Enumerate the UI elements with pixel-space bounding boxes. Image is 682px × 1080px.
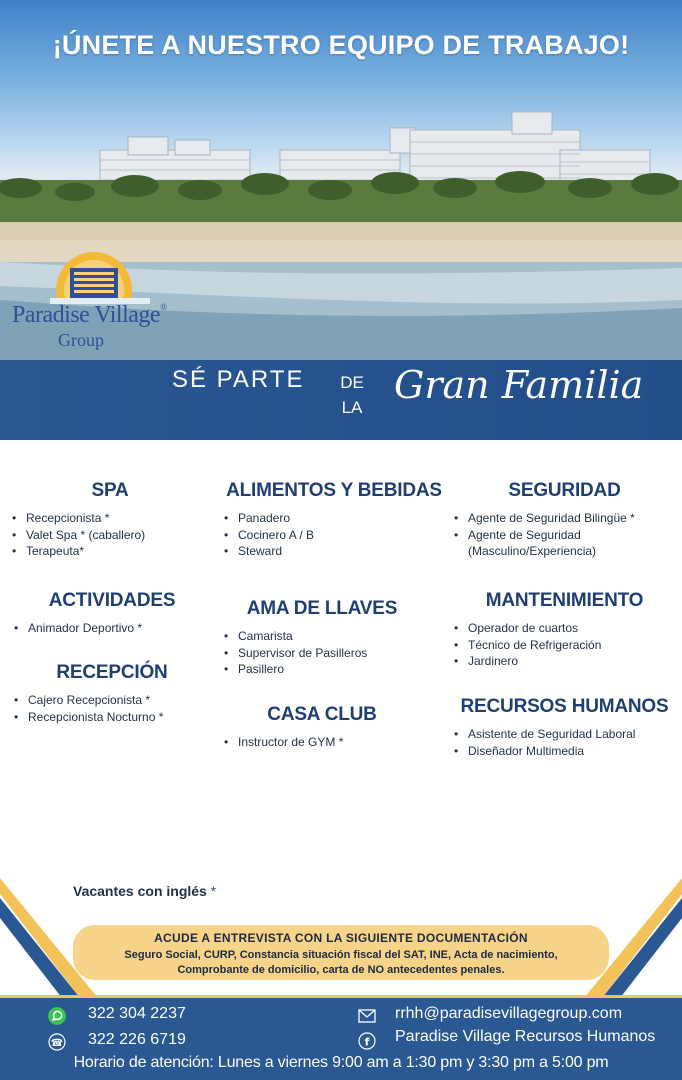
dept-alimentos xyxy=(222,480,446,560)
email-address[interactable]: rrhh@paradisevillagegroup.com xyxy=(395,1005,623,1022)
dept-mantenimiento xyxy=(452,590,677,670)
dept-seguridad xyxy=(452,480,677,560)
facebook-page[interactable]: Paradise Village Recursos Humanos xyxy=(395,1028,656,1045)
dept-title: SEGURIDAD xyxy=(508,480,621,501)
phone-number-1[interactable]: 322 304 2237 xyxy=(88,1005,186,1022)
dept-title: AMA DE LLAVES xyxy=(246,598,398,619)
dept-recursos-humanos xyxy=(452,696,677,759)
job-item: • Cajero Recepcionista * xyxy=(12,692,212,709)
phone-number-2[interactable]: 322 226 6719 xyxy=(88,1031,186,1048)
job-item: • Operador de cuartos xyxy=(452,620,677,637)
tagline-part1: SÉ PARTE xyxy=(172,366,305,393)
whatsapp-icon xyxy=(48,1007,66,1025)
dept-ama-de-llaves xyxy=(222,598,422,678)
svg-text:☎: ☎ xyxy=(50,1038,64,1049)
job-item: • Steward xyxy=(222,543,446,560)
job-item: • Recepcionista Nocturno * xyxy=(12,709,212,726)
job-item: • Camarista xyxy=(222,628,422,645)
dept-title: ACTIVIDADES xyxy=(48,590,176,611)
dept-casa-club xyxy=(222,704,422,751)
page-headline: ¡ÚNETE A NUESTRO EQUIPO DE TRABAJO! xyxy=(52,30,630,60)
job-item: • Animador Deportivo * xyxy=(12,620,212,637)
documents-box xyxy=(73,925,609,980)
dept-title: MANTENIMIENTO xyxy=(485,590,644,611)
job-item-detail: (Masculino/Experiencia) xyxy=(468,544,597,558)
tagline-band xyxy=(0,360,682,440)
documents-list: Seguro Social, CURP, Constancia situación fiscal del SAT, INE, Acta de nacimiento, Comprobante de domicilio, carta de NO antecedentes penales. xyxy=(124,949,558,976)
job-item: • Jardinero xyxy=(452,653,677,670)
job-item: • Instructor de GYM * xyxy=(222,734,422,751)
contact-footer xyxy=(0,995,682,1080)
dept-title: RECEPCIÓN xyxy=(56,662,168,683)
hero-banner xyxy=(0,0,682,440)
job-item: • Supervisor de Pasilleros xyxy=(222,645,422,662)
job-item: • Valet Spa * (caballero) xyxy=(10,527,210,544)
office-hours: Horario de atención: Lunes a viernes 9:00 am a 1:30 pm y 3:30 pm a 5:00 pm xyxy=(73,1054,609,1071)
job-item: • Diseñador Multimedia xyxy=(452,743,677,760)
logo-sun-icon xyxy=(50,250,150,304)
dept-spa xyxy=(10,480,210,560)
facebook-icon xyxy=(358,1032,376,1050)
logo-group-text: Group xyxy=(58,330,104,350)
tagline-script: Gran Familia xyxy=(394,363,644,407)
job-item: • Pasillero xyxy=(222,661,422,678)
job-item: • Agente de Seguridad xyxy=(452,527,677,544)
job-item: • Cocinero A / B xyxy=(222,527,446,544)
company-logo xyxy=(8,250,168,350)
english-vacancies-note: Vacantes con inglés * xyxy=(73,883,217,899)
mail-icon xyxy=(358,1007,376,1025)
job-item: • Recepcionista * xyxy=(10,510,210,527)
tagline-part2: DE LA xyxy=(340,373,364,417)
dept-actividades xyxy=(12,590,212,637)
dept-title: ALIMENTOS Y BEBIDAS xyxy=(226,480,442,501)
dept-title: CASA CLUB xyxy=(267,704,377,725)
svg-text:f: f xyxy=(364,1035,370,1049)
dept-title: RECURSOS HUMANOS xyxy=(460,696,669,717)
job-item: • Panadero xyxy=(222,510,446,527)
documents-title: ACUDE A ENTREVISTA CON LA SIGUIENTE DOCUMENTACIÓN xyxy=(154,931,528,945)
phone-icon xyxy=(48,1033,66,1051)
job-item: • Terapeuta* xyxy=(10,543,210,560)
dept-title: SPA xyxy=(91,480,129,501)
dept-recepcion xyxy=(12,662,212,725)
job-item: • Asistente de Seguridad Laboral xyxy=(452,726,677,743)
logo-text: Paradise Village® xyxy=(12,302,167,328)
job-item: • Agente de Seguridad Bilingüe * xyxy=(452,510,677,527)
job-item: • Técnico de Refrigeración xyxy=(452,637,677,654)
